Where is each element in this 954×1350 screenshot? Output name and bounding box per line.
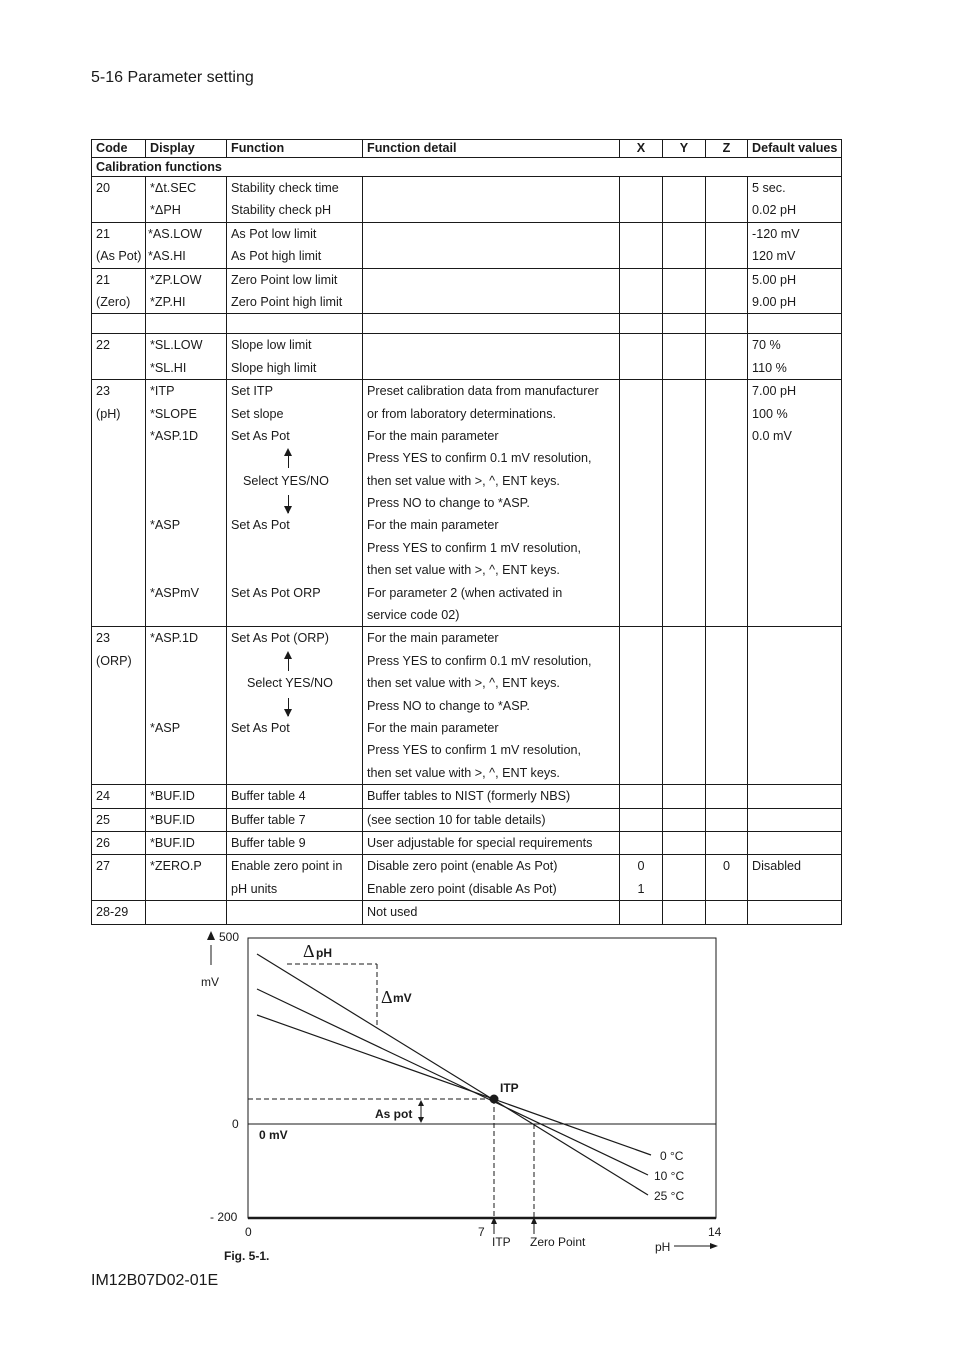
select-yes-no-label: Select YES/NO: [247, 676, 333, 691]
section-title: Calibration functions: [92, 158, 842, 177]
col-function-detail: Function detail: [363, 140, 620, 158]
display-cell: *Δt.SEC *ΔPH: [146, 177, 227, 223]
as-pot-label: As pot: [375, 1107, 413, 1121]
col-y: Y: [663, 140, 706, 158]
col-function: Function: [227, 140, 363, 158]
itp-point: [490, 1095, 499, 1104]
page-header-title: 5-16 Parameter setting: [91, 69, 254, 86]
plot-frame: [248, 938, 716, 1218]
x-cell: 0 1: [620, 855, 663, 901]
code-cell: 23 (ORP): [92, 627, 146, 785]
delta-ph-symbol: Δ: [303, 941, 315, 961]
y-axis-arrow-icon: [207, 931, 215, 940]
code-cell: 28-29: [92, 901, 146, 924]
code-cell: 22: [92, 334, 146, 380]
code-cell: 24: [92, 785, 146, 808]
line-label-10c: 10 °C: [654, 1169, 685, 1183]
y-tick-500: 500: [219, 930, 240, 944]
detail-cell: Buffer tables to NIST (formerly NBS): [363, 785, 620, 808]
default-cell: 5 sec. 0.02 pH: [748, 177, 842, 223]
default-cell: 5.00 pH 9.00 pH: [748, 268, 842, 314]
function-cell: Set ITP Set slope Set As Pot Select YES/NO Set As Pot Set As Pot ORP: [227, 380, 363, 627]
display-cell: *ZERO.P: [146, 855, 227, 901]
zero-mv-label: 0 mV: [259, 1128, 288, 1142]
y-tick-0: 0: [232, 1117, 239, 1131]
function-cell: As Pot low limit As Pot high limit: [227, 222, 363, 268]
delta-mv-label: mV: [393, 991, 412, 1005]
code-cell: 21 (As Pot): [92, 222, 146, 268]
line-label-25c: 25 °C: [654, 1189, 685, 1203]
itp-axis-label: ITP: [492, 1235, 511, 1249]
line-10c: [257, 989, 648, 1175]
x-axis-label: pH: [655, 1240, 671, 1254]
code-cell: 21 (Zero): [92, 268, 146, 314]
function-cell: Zero Point low limit Zero Point high limit: [227, 268, 363, 314]
function-cell: Buffer table 4: [227, 785, 363, 808]
itp-label: ITP: [500, 1081, 519, 1095]
function-cell: Stability check time Stability check pH: [227, 177, 363, 223]
as-pot-arrow-up-icon: [418, 1100, 424, 1106]
select-yes-no-label: Select YES/NO: [243, 473, 329, 488]
zero-point-label: Zero Point: [530, 1235, 586, 1249]
delta-ph-label: pH: [316, 946, 332, 960]
code-cell: 23 (pH): [92, 380, 146, 627]
col-display: Display: [146, 140, 227, 158]
col-default-values: Default values: [748, 140, 842, 158]
function-cell: Enable zero point in pH units: [227, 855, 363, 901]
code-cell: 27: [92, 855, 146, 901]
display-cell: *ZP.LOW *ZP.HI: [146, 268, 227, 314]
x-tick-7: 7: [478, 1225, 485, 1239]
default-cell: 70 % 110 %: [748, 334, 842, 380]
delta-mv-symbol: Δ: [381, 987, 393, 1007]
as-pot-arrow-down-icon: [418, 1117, 424, 1123]
page-footer-doc-id: IM12B07D02-01E: [91, 1272, 219, 1289]
detail-cell: User adjustable for special requirements: [363, 831, 620, 854]
display-cell: *ASP.1D *ASP: [146, 627, 227, 785]
z-cell: 0: [706, 855, 748, 901]
detail-cell: Preset calibration data from manufacturer or from laboratory determinations. For the main parameter Press YES to confirm 0.1 mV resolution, then set value with >, ^, ENT keys. Press NO to change to *ASP. For the main parameter Press YES to confirm 1 mV resolution, then set value with >, ^, ENT keys. For parameter 2 (when activated in service code 02): [363, 380, 620, 627]
display-cell: *BUF.ID: [146, 831, 227, 854]
col-code: Code: [92, 140, 146, 158]
display-cell: *AS.LOW *AS.HI: [146, 222, 227, 268]
display-cell: *BUF.ID: [146, 785, 227, 808]
display-cell: *BUF.ID: [146, 808, 227, 831]
display-cell: *SL.LOW *SL.HI: [146, 334, 227, 380]
x-axis-arrow-icon: [710, 1243, 718, 1249]
detail-cell: Not used: [363, 901, 620, 924]
line-label-0c: 0 °C: [660, 1149, 684, 1163]
figure-caption: Fig. 5-1.: [224, 1249, 270, 1263]
x-tick-14: 14: [708, 1225, 722, 1239]
display-cell: *ITP *SLOPE *ASP.1D *ASP *ASPmV: [146, 380, 227, 627]
y-axis-label: mV: [201, 975, 219, 989]
function-cell: Slope low limit Slope high limit: [227, 334, 363, 380]
col-x: X: [620, 140, 663, 158]
default-cell: -120 mV 120 mV: [748, 222, 842, 268]
code-cell: 26: [92, 831, 146, 854]
x-tick-0: 0: [245, 1225, 252, 1239]
line-0c: [257, 1015, 651, 1155]
detail-cell: For the main parameter Press YES to confirm 0.1 mV resolution, then set value with >, ^, ENT keys. Press NO to change to *ASP. For the main parameter Press YES to confirm 1 mV resolution, then set value with >, ^, ENT keys.: [363, 627, 620, 785]
function-cell: Set As Pot (ORP) Select YES/NO Set As Pot: [227, 627, 363, 785]
y-tick-minus-200: - 200: [210, 1210, 238, 1224]
default-cell: 7.00 pH 100 % 0.0 mV: [748, 380, 842, 627]
default-cell: Disabled: [748, 855, 842, 901]
detail-cell: (see section 10 for table details): [363, 808, 620, 831]
code-cell: 20: [92, 177, 146, 223]
line-25c: [257, 954, 648, 1195]
function-cell: Buffer table 7: [227, 808, 363, 831]
detail-cell: Disable zero point (enable As Pot) Enable zero point (disable As Pot): [363, 855, 620, 901]
code-cell: 25: [92, 808, 146, 831]
col-z: Z: [706, 140, 748, 158]
function-cell: Buffer table 9: [227, 831, 363, 854]
